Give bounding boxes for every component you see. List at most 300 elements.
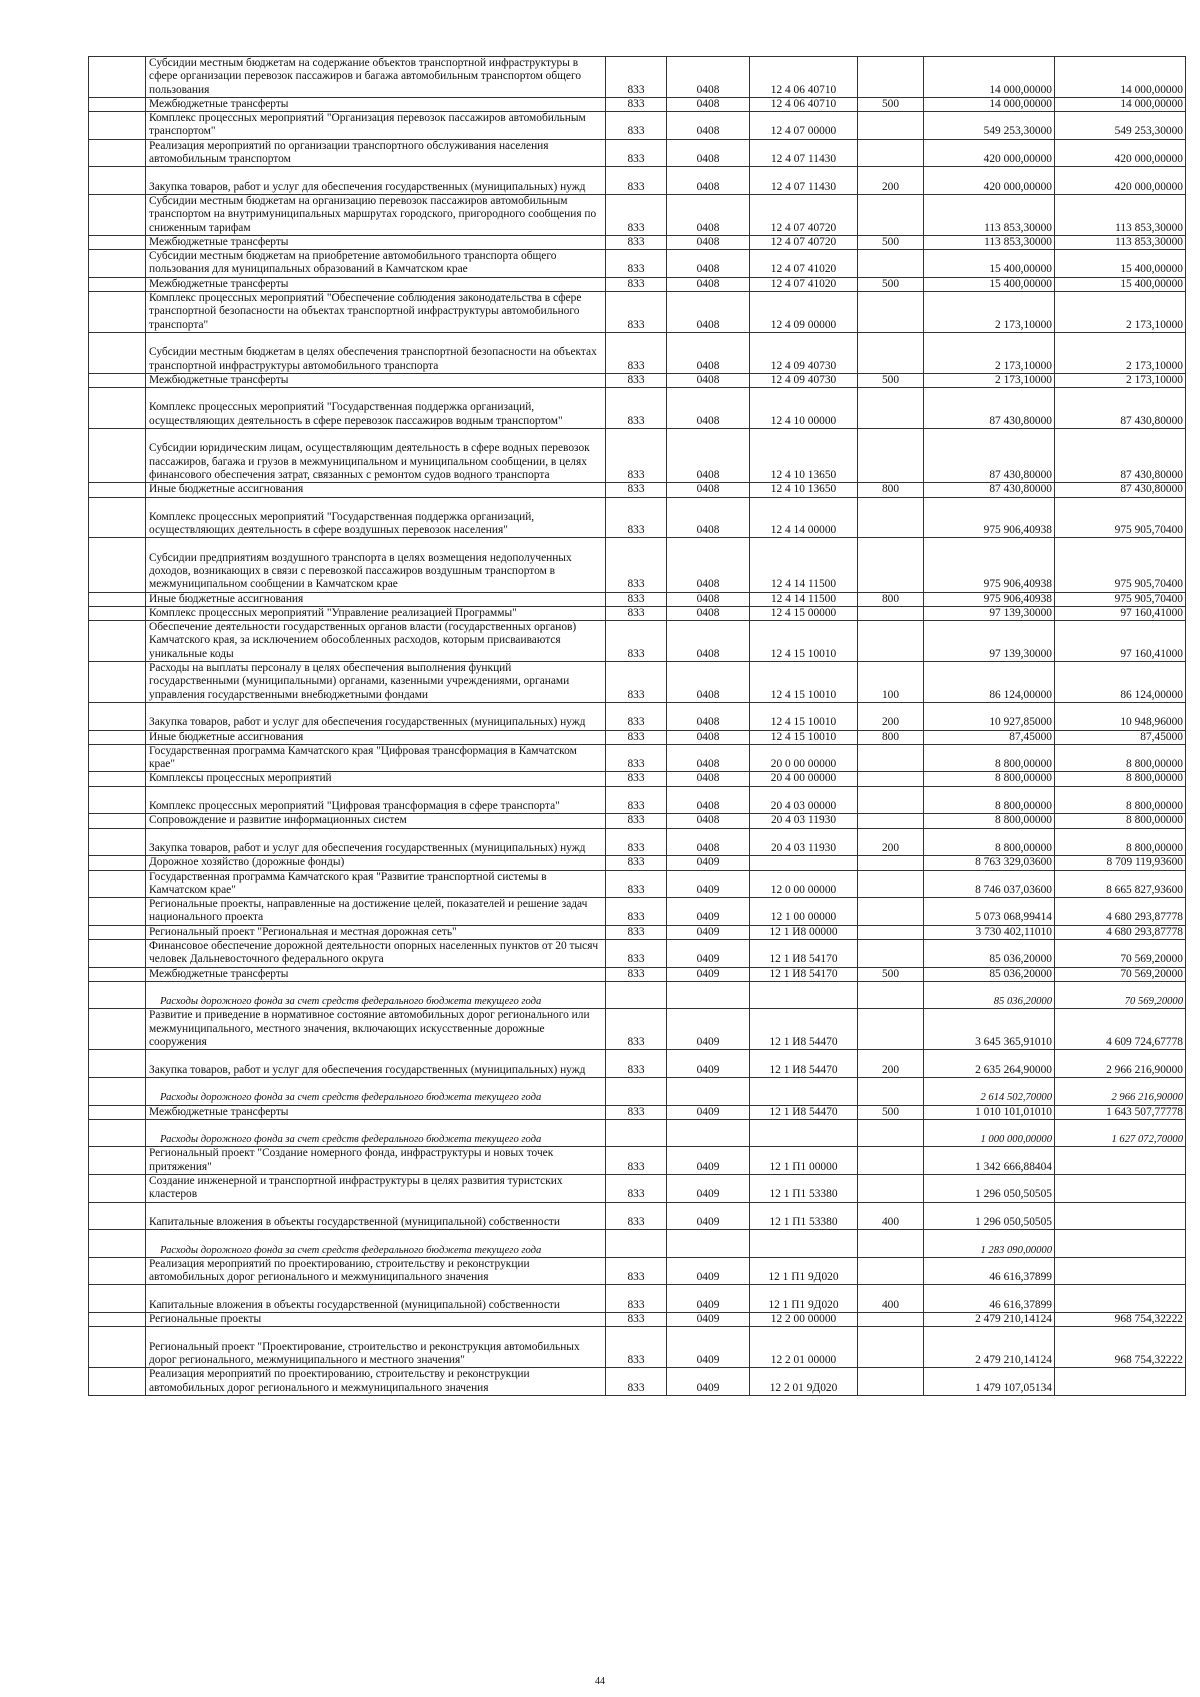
chapter-code: 833 — [627, 125, 645, 138]
expense-type-code-cell — [858, 814, 924, 828]
expense-name: Иные бюджетные ассигнования — [149, 483, 304, 496]
expense-name: Межбюджетные трансферты — [149, 373, 289, 386]
amount-year-2: 70 569,20000 — [1120, 967, 1183, 980]
amount-year-1-cell — [924, 744, 1055, 772]
table-row — [89, 1175, 1186, 1203]
section-code: 0409 — [696, 1215, 720, 1228]
target-article-code-cell — [750, 870, 858, 898]
expense-type-code-cell — [858, 483, 924, 497]
chapter-code: 833 — [627, 716, 645, 729]
amount-year-2: 87,45000 — [1140, 730, 1183, 743]
expense-type-code-cell — [858, 1327, 924, 1368]
row-spacer-cell — [89, 1077, 146, 1105]
expense-type-code-cell — [858, 112, 924, 140]
amount-year-2-cell — [1055, 429, 1186, 483]
table-row — [89, 592, 1186, 606]
amount-year-1-cell — [924, 1257, 1055, 1285]
amount-year-1-cell — [924, 1202, 1055, 1230]
expense-name-cell — [146, 772, 606, 786]
chapter-code: 833 — [627, 468, 645, 481]
expense-name-cell — [146, 292, 606, 333]
expense-type-code-cell — [858, 621, 924, 662]
chapter-code-cell — [606, 1105, 667, 1119]
amount-year-1-cell — [924, 1313, 1055, 1327]
chapter-code-cell — [606, 870, 667, 898]
amount-year-1: 86 124,00000 — [989, 688, 1052, 701]
expense-type-code-cell — [858, 1257, 924, 1285]
amount-year-1-cell — [924, 828, 1055, 856]
amount-year-1: 2 173,10000 — [995, 318, 1052, 331]
expense-type-code-cell — [858, 662, 924, 703]
expense-type-code-cell — [858, 606, 924, 620]
target-article-code-cell — [750, 828, 858, 856]
amount-year-1: 8 763 329,03600 — [975, 856, 1052, 869]
expense-type-code-cell — [858, 940, 924, 968]
section-code-cell — [667, 981, 750, 1009]
amount-year-1-cell — [924, 1285, 1055, 1313]
section-code-cell — [667, 97, 750, 111]
target-article-code: 12 4 09 40730 — [770, 359, 837, 372]
expense-name: Региональный проект "Проектирование, строительство и реконструкция автомобильных дорог регионального, межмуниципального и местного значения" — [149, 1340, 580, 1366]
chapter-code-cell — [606, 898, 667, 926]
section-code-cell — [667, 828, 750, 856]
amount-year-2-cell — [1055, 167, 1186, 195]
chapter-code: 833 — [627, 578, 645, 591]
table-row — [89, 57, 1186, 98]
expense-type-code-cell — [858, 856, 924, 870]
expense-type-code: 800 — [881, 592, 900, 605]
amount-year-1: 97 139,30000 — [989, 647, 1052, 660]
target-article-code: 12 2 01 9Д020 — [769, 1381, 838, 1394]
amount-year-2: 8 800,00000 — [1126, 758, 1183, 771]
expense-name-cell — [146, 497, 606, 538]
expense-type-code-cell — [858, 235, 924, 249]
expense-type-code-cell — [858, 167, 924, 195]
chapter-code-cell — [606, 97, 667, 111]
amount-year-2-cell — [1055, 744, 1186, 772]
amount-year-1: 113 853,30000 — [984, 235, 1052, 248]
expense-name-cell — [146, 1257, 606, 1285]
chapter-code-cell — [606, 277, 667, 291]
amount-year-2: 15 400,00000 — [1120, 277, 1183, 290]
expense-name: Субсидии местным бюджетам на содержание объектов транспортной инфраструктуры в сфере организации перевозок пассажиров и багажа автомобильным транспортом общего пользования — [149, 57, 582, 96]
amount-year-1: 1 283 090,00000 — [980, 1244, 1052, 1256]
target-article-code-cell — [750, 1202, 858, 1230]
target-article-code: 12 4 09 00000 — [770, 318, 837, 331]
amount-year-2-cell — [1055, 1368, 1186, 1396]
section-code-cell — [667, 332, 750, 373]
row-spacer-cell — [89, 730, 146, 744]
target-article-code: 12 1 И8 54470 — [769, 1036, 838, 1049]
expense-name-cell — [146, 1009, 606, 1050]
expense-type-code-cell — [858, 1119, 924, 1147]
target-article-code-cell — [750, 250, 858, 278]
section-code: 0408 — [696, 688, 720, 701]
target-article-code: 12 1 00 00000 — [770, 911, 837, 924]
section-code: 0408 — [696, 318, 720, 331]
amount-year-1-cell — [924, 772, 1055, 786]
amount-year-1-cell — [924, 967, 1055, 981]
table-row — [89, 940, 1186, 968]
section-code: 0409 — [696, 856, 720, 869]
expense-type-code-cell — [858, 429, 924, 483]
amount-year-1: 85 036,20000 — [993, 996, 1052, 1008]
expense-type-code-cell — [858, 373, 924, 387]
amount-year-2-cell — [1055, 606, 1186, 620]
amount-year-2-cell — [1055, 388, 1186, 429]
amount-year-1: 87,45000 — [1009, 730, 1052, 743]
amount-year-2: 4 680 293,87778 — [1106, 925, 1183, 938]
section-code-cell — [667, 1313, 750, 1327]
chapter-code: 833 — [627, 800, 645, 813]
chapter-code-cell — [606, 373, 667, 387]
expense-name: Расходы дорожного фонда за счет средств федерального бюджета текущего года — [160, 996, 542, 1008]
chapter-code-cell — [606, 1147, 667, 1175]
expense-name-cell — [146, 744, 606, 772]
table-row — [89, 292, 1186, 333]
chapter-code-cell — [606, 292, 667, 333]
section-code: 0408 — [696, 730, 720, 743]
table-row — [89, 194, 1186, 235]
target-article-code: 12 1 П1 9Д020 — [768, 1298, 839, 1311]
chapter-code: 833 — [627, 1215, 645, 1228]
table-row — [89, 139, 1186, 167]
target-article-code: 12 4 15 00000 — [770, 606, 837, 619]
amount-year-2: 86 124,00000 — [1120, 688, 1183, 701]
section-code: 0408 — [696, 758, 720, 771]
section-code-cell — [667, 1327, 750, 1368]
amount-year-2: 14 000,00000 — [1120, 83, 1183, 96]
expense-name-cell — [146, 870, 606, 898]
amount-year-1-cell — [924, 429, 1055, 483]
section-code-cell — [667, 621, 750, 662]
row-spacer-cell — [89, 112, 146, 140]
row-spacer-cell — [89, 388, 146, 429]
amount-year-2-cell — [1055, 1327, 1186, 1368]
chapter-code: 833 — [627, 235, 645, 248]
section-code: 0408 — [696, 524, 720, 537]
expense-type-code-cell — [858, 332, 924, 373]
expense-type-code: 200 — [881, 180, 900, 193]
chapter-code: 833 — [627, 688, 645, 701]
expense-name: Субсидии юридическим лицам, осуществляющим деятельность в сфере водных перевозок пассажиров, багажа и грузов в межмуниципальном и муниципальном сообщении, в целях финансового обеспечения затрат, связанных с ремонтом судов водного транспорта — [149, 442, 590, 481]
chapter-code: 833 — [627, 373, 645, 386]
row-spacer-cell — [89, 139, 146, 167]
table-row — [89, 786, 1186, 814]
table-row — [89, 1119, 1186, 1147]
target-article-code-cell — [750, 538, 858, 592]
chapter-code-cell — [606, 1119, 667, 1147]
section-code: 0408 — [696, 373, 720, 386]
amount-year-2-cell — [1055, 139, 1186, 167]
target-article-code: 12 4 15 10010 — [770, 730, 837, 743]
table-row — [89, 828, 1186, 856]
chapter-code-cell — [606, 235, 667, 249]
expense-type-code: 500 — [881, 277, 900, 290]
expense-name-cell — [146, 1050, 606, 1078]
chapter-code-cell — [606, 621, 667, 662]
section-code-cell — [667, 898, 750, 926]
row-spacer-cell — [89, 592, 146, 606]
section-code: 0408 — [696, 592, 720, 605]
table-row — [89, 814, 1186, 828]
amount-year-2-cell — [1055, 730, 1186, 744]
target-article-code: 12 4 15 10010 — [770, 647, 837, 660]
amount-year-1: 15 400,00000 — [989, 277, 1052, 290]
amount-year-2: 1 627 072,70000 — [1111, 1134, 1183, 1146]
section-code-cell — [667, 662, 750, 703]
amount-year-2-cell — [1055, 1202, 1186, 1230]
row-spacer-cell — [89, 856, 146, 870]
target-article-code-cell — [750, 57, 858, 98]
expense-name: Создание инженерной и транспортной инфраструктуры в целях развития туристских кластеров — [149, 1175, 563, 1201]
amount-year-1: 87 430,80000 — [989, 483, 1052, 496]
amount-year-2-cell — [1055, 967, 1186, 981]
amount-year-2: 87 430,80000 — [1120, 483, 1183, 496]
amount-year-1-cell — [924, 1368, 1055, 1396]
amount-year-2: 2 173,10000 — [1126, 359, 1183, 372]
amount-year-1: 85 036,20000 — [989, 967, 1052, 980]
section-code-cell — [667, 1009, 750, 1050]
amount-year-1-cell — [924, 388, 1055, 429]
amount-year-2: 420 000,00000 — [1114, 180, 1183, 193]
amount-year-2-cell — [1055, 277, 1186, 291]
expense-name: Комплекс процессных мероприятий "Государственная поддержка организаций, осуществляющих деятельность в сфере воздушных перевозок населения" — [149, 510, 535, 537]
amount-year-1: 8 800,00000 — [995, 800, 1052, 813]
amount-year-2-cell — [1055, 828, 1186, 856]
expense-type-code-cell — [858, 97, 924, 111]
amount-year-2-cell — [1055, 112, 1186, 140]
amount-year-2-cell — [1055, 1077, 1186, 1105]
row-spacer-cell — [89, 538, 146, 592]
chapter-code-cell — [606, 1050, 667, 1078]
expense-type-code-cell — [858, 1009, 924, 1050]
expense-name: Закупка товаров, работ и услуг для обеспечения государственных (муниципальных) нужд — [149, 841, 586, 854]
chapter-code-cell — [606, 967, 667, 981]
section-code: 0408 — [696, 483, 720, 496]
section-code-cell — [667, 925, 750, 939]
expense-name: Межбюджетные трансферты — [149, 1105, 289, 1118]
amount-year-1-cell — [924, 856, 1055, 870]
table-row — [89, 606, 1186, 620]
chapter-code: 833 — [627, 359, 645, 372]
row-spacer-cell — [89, 97, 146, 111]
table-row — [89, 112, 1186, 140]
amount-year-2: 975 905,70400 — [1114, 592, 1183, 605]
target-article-code: 12 1 П1 00000 — [769, 1160, 838, 1173]
amount-year-1: 3 730 402,11010 — [975, 925, 1052, 938]
row-spacer-cell — [89, 1285, 146, 1313]
target-article-code: 12 1 П1 53380 — [769, 1188, 838, 1201]
target-article-code: 12 4 07 00000 — [770, 125, 837, 138]
amount-year-2-cell — [1055, 925, 1186, 939]
table-row — [89, 429, 1186, 483]
section-code: 0408 — [696, 83, 720, 96]
amount-year-2: 4 609 724,67778 — [1106, 1036, 1183, 1049]
section-code-cell — [667, 870, 750, 898]
table-row — [89, 981, 1186, 1009]
expense-name-cell — [146, 925, 606, 939]
expense-name: Межбюджетные трансферты — [149, 967, 289, 980]
expense-name: Реализация мероприятий по проектированию, строительству и реконструкции автомобильных дорог регионального и межмуниципального значения — [149, 1257, 530, 1284]
chapter-code: 833 — [627, 483, 645, 496]
target-article-code-cell — [750, 194, 858, 235]
expense-name-cell — [146, 373, 606, 387]
row-spacer-cell — [89, 772, 146, 786]
chapter-code-cell — [606, 429, 667, 483]
table-row — [89, 1230, 1186, 1258]
section-code: 0408 — [696, 277, 720, 290]
chapter-code-cell — [606, 112, 667, 140]
table-row — [89, 772, 1186, 786]
target-article-code: 12 4 10 13650 — [770, 468, 837, 481]
target-article-code-cell — [750, 1105, 858, 1119]
chapter-code: 833 — [627, 318, 645, 331]
row-spacer-cell — [89, 940, 146, 968]
expense-type-code-cell — [858, 1050, 924, 1078]
table-row — [89, 1009, 1186, 1050]
chapter-code-cell — [606, 194, 667, 235]
amount-year-1-cell — [924, 606, 1055, 620]
chapter-code-cell — [606, 1368, 667, 1396]
expense-name: Субсидии местным бюджетам на приобретение автомобильного транспорта общего пользования для муниципальных образований в Камчатском крае — [149, 250, 557, 276]
chapter-code: 833 — [627, 814, 645, 827]
expense-type-code-cell — [858, 967, 924, 981]
table-row — [89, 1147, 1186, 1175]
section-code-cell — [667, 1077, 750, 1105]
section-code-cell — [667, 856, 750, 870]
chapter-code: 833 — [627, 1313, 645, 1326]
table-row — [89, 1313, 1186, 1327]
target-article-code: 12 4 07 40720 — [770, 235, 837, 248]
amount-year-1: 1 000 000,00000 — [980, 1134, 1052, 1146]
amount-year-1: 975 906,40938 — [983, 524, 1052, 537]
chapter-code-cell — [606, 744, 667, 772]
row-spacer-cell — [89, 57, 146, 98]
row-spacer-cell — [89, 1368, 146, 1396]
chapter-code-cell — [606, 940, 667, 968]
amount-year-2-cell — [1055, 292, 1186, 333]
amount-year-2-cell — [1055, 662, 1186, 703]
expense-name-cell — [146, 1175, 606, 1203]
amount-year-2: 975 905,70400 — [1114, 578, 1183, 591]
amount-year-1: 549 253,30000 — [983, 125, 1052, 138]
amount-year-2: 8 800,00000 — [1126, 772, 1183, 785]
table-row — [89, 1285, 1186, 1313]
section-code-cell — [667, 194, 750, 235]
target-article-code: 12 4 10 00000 — [770, 414, 837, 427]
amount-year-2: 87 430,80000 — [1120, 414, 1183, 427]
chapter-code: 833 — [627, 841, 645, 854]
amount-year-1: 8 800,00000 — [995, 841, 1052, 854]
expense-name-cell — [146, 1119, 606, 1147]
amount-year-1-cell — [924, 112, 1055, 140]
row-spacer-cell — [89, 292, 146, 333]
section-code: 0408 — [696, 841, 720, 854]
chapter-code-cell — [606, 139, 667, 167]
expense-type-code-cell — [858, 538, 924, 592]
target-article-code-cell — [750, 730, 858, 744]
expense-name-cell — [146, 277, 606, 291]
expense-name: Государственная программа Камчатского края "Развитие транспортной системы в Камчатском крае" — [149, 870, 547, 896]
amount-year-2-cell — [1055, 250, 1186, 278]
chapter-code: 833 — [627, 856, 645, 869]
expense-name: Закупка товаров, работ и услуг для обеспечения государственных (муниципальных) нужд — [149, 716, 586, 729]
amount-year-2: 113 853,30000 — [1115, 221, 1183, 234]
expense-name: Иные бюджетные ассигнования — [149, 730, 304, 743]
expense-name: Субсидии местным бюджетам на организацию перевозок пассажиров автомобильным транспортом на внутримуниципальных маршрутах городского, пригородного сообщения по сниженным тарифам — [149, 194, 597, 234]
target-article-code: 12 4 09 40730 — [770, 373, 837, 386]
chapter-code: 833 — [627, 1353, 645, 1366]
expense-name: Закупка товаров, работ и услуг для обеспечения государственных (муниципальных) нужд — [149, 1063, 586, 1076]
amount-year-2: 968 754,32222 — [1114, 1353, 1183, 1366]
section-code: 0409 — [696, 967, 720, 980]
amount-year-2: 8 665 827,93600 — [1106, 883, 1183, 896]
target-article-code-cell — [750, 112, 858, 140]
amount-year-2: 97 160,41000 — [1120, 606, 1183, 619]
expense-type-code-cell — [858, 250, 924, 278]
row-spacer-cell — [89, 925, 146, 939]
section-code-cell — [667, 388, 750, 429]
amount-year-1-cell — [924, 592, 1055, 606]
target-article-code: 12 1 И8 54170 — [769, 953, 838, 966]
section-code-cell — [667, 772, 750, 786]
chapter-code-cell — [606, 1202, 667, 1230]
chapter-code-cell — [606, 167, 667, 195]
expense-name: Региональные проекты — [149, 1313, 262, 1326]
amount-year-2: 113 853,30000 — [1115, 235, 1183, 248]
chapter-code: 833 — [627, 83, 645, 96]
chapter-code-cell — [606, 606, 667, 620]
amount-year-2: 1 643 507,77778 — [1106, 1105, 1183, 1118]
amount-year-1: 113 853,30000 — [984, 221, 1052, 234]
amount-year-2-cell — [1055, 870, 1186, 898]
expense-type-code: 500 — [881, 967, 900, 980]
section-code-cell — [667, 1257, 750, 1285]
amount-year-1: 2 173,10000 — [995, 359, 1052, 372]
row-spacer-cell — [89, 483, 146, 497]
amount-year-1-cell — [924, 1147, 1055, 1175]
expense-name-cell — [146, 429, 606, 483]
section-code: 0408 — [696, 800, 720, 813]
amount-year-2-cell — [1055, 1147, 1186, 1175]
chapter-code: 833 — [627, 153, 645, 166]
amount-year-2: 4 680 293,87778 — [1106, 911, 1183, 924]
chapter-code: 833 — [627, 967, 645, 980]
expense-type-code-cell — [858, 702, 924, 730]
expense-name: Капитальные вложения в объекты государственной (муниципальной) собственности — [149, 1215, 560, 1228]
amount-year-1-cell — [924, 235, 1055, 249]
expense-name-cell — [146, 1105, 606, 1119]
expense-name: Расходы дорожного фонда за счет средств федерального бюджета текущего года — [160, 1134, 542, 1146]
expense-name: Комплекс процессных мероприятий "Обеспечение соблюдения законодательства в сфере транспортной безопасности на объектах транспортной инфраструктуры автомобильного транспорта" — [149, 292, 582, 331]
table-row — [89, 898, 1186, 926]
section-code-cell — [667, 1175, 750, 1203]
amount-year-2: 15 400,00000 — [1120, 263, 1183, 276]
chapter-code-cell — [606, 730, 667, 744]
table-row — [89, 167, 1186, 195]
expense-name: Расходы на выплаты персоналу в целях обеспечения выполнения функций государственными (муниципальными) органами, казенными учреждениями, органами управления государственными внебюджетными фондами — [149, 662, 570, 701]
target-article-code: 20 4 00 00000 — [770, 772, 837, 785]
target-article-code: 20 4 03 00000 — [770, 800, 837, 813]
target-article-code-cell — [750, 1327, 858, 1368]
amount-year-1: 2 635 264,90000 — [975, 1063, 1052, 1076]
target-article-code: 12 1 П1 53380 — [769, 1215, 838, 1228]
amount-year-2-cell — [1055, 621, 1186, 662]
amount-year-2-cell — [1055, 1175, 1186, 1203]
target-article-code-cell — [750, 1147, 858, 1175]
target-article-code-cell — [750, 235, 858, 249]
